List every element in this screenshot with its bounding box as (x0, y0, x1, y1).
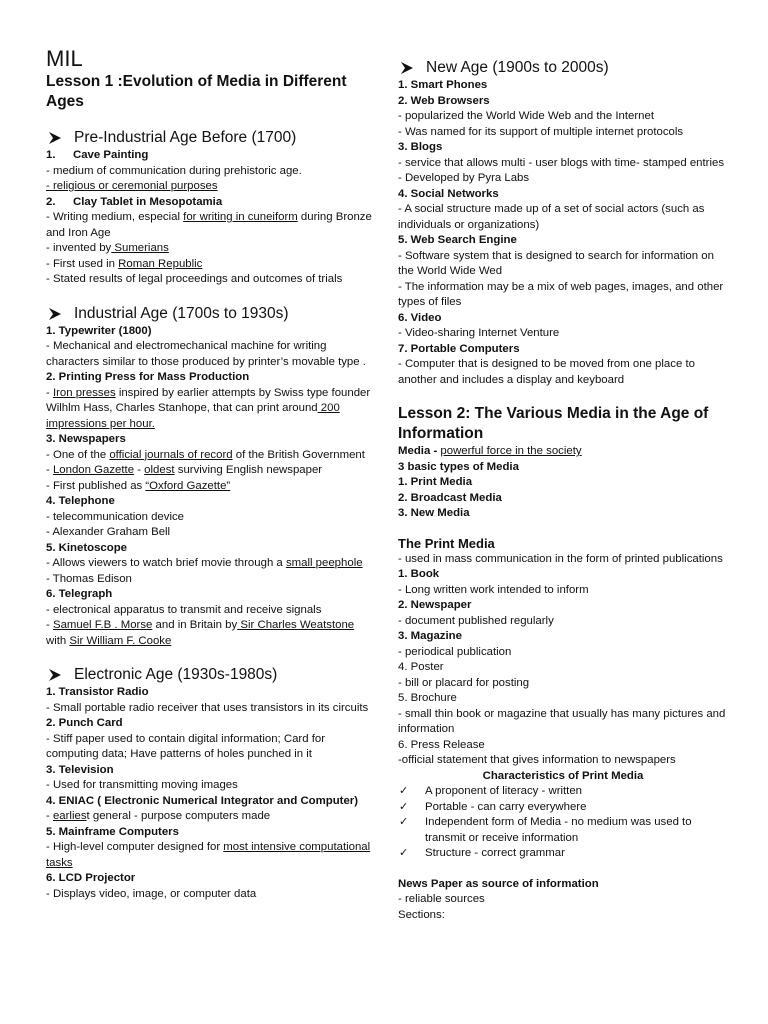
item-blogs: 3. Blogs (398, 141, 443, 153)
text-line: Sections: (398, 908, 445, 921)
pre-industrial-heading-text: Pre-Industrial Age Before (1700) (74, 129, 297, 146)
text-line: - Samuel F.B . Morse and in Britain by Sir Charles Weatstone with Sir William F. Cooke (46, 619, 355, 647)
media-types-title: 3 basic types of Media (398, 460, 519, 473)
document-title: MIL (46, 46, 83, 71)
lesson-2-title: Lesson 2: The Various Media in the Age of Information (398, 405, 709, 442)
right-column (398, 58, 728, 923)
text-line: - The information may be a mix of web pages, images, and other types of files (398, 280, 724, 308)
item-eniac: 4. ENIAC ( Electronic Numerical Integrator and Computer) (46, 794, 359, 807)
text-line: - One of the official journals of record of the British Government (46, 448, 365, 461)
news-paper-title: News Paper as source of information (398, 877, 599, 890)
item-printing-press: 2. Printing Press for Mass Production (46, 371, 250, 383)
pre-industrial-heading (46, 128, 376, 148)
item-web-browsers: 2. Web Browsers (398, 94, 490, 107)
item-kinetoscope: 5. Kinetoscope (46, 541, 128, 554)
text-line: - popularized the World Wide Web and the Internet (398, 110, 655, 122)
text-line: - medium of communication during prehistoric age. (46, 164, 302, 177)
text-line: - invented by Sumerians (46, 242, 169, 254)
item-smart-phones: 1. Smart Phones (398, 79, 488, 91)
spacer (398, 862, 728, 877)
item-web-search-engine: 5. Web Search Engine (398, 234, 517, 246)
lesson-1-title: Lesson 1 :Evolution of Media in Different Ages (46, 73, 347, 110)
text-line: - Developed by Pyra Labs (398, 172, 530, 184)
text-line: - used in mass communication in the form of printed publications (398, 552, 723, 565)
media-definition: Media - powerful force in the society (398, 445, 582, 457)
text-line: - Stiff paper used to contain digital information; Card for computing data; Have patterns of holes punched in it (46, 732, 326, 760)
industrial-heading (46, 304, 376, 324)
text-line: - Used for transmitting moving images (46, 779, 238, 791)
industrial-section (46, 304, 376, 650)
item-cave-painting: 1. Cave Painting (46, 149, 149, 161)
print-media-heading: The Print Media (398, 535, 495, 551)
text-line: - First used in Roman Republic (46, 257, 203, 270)
item-social-networks: 4. Social Networks (398, 187, 499, 200)
characteristic-item: ✓ A proponent of literacy - written (398, 784, 728, 800)
electronic-heading-text: Electronic Age (1930s-1980s) (74, 666, 278, 683)
item-television: 3. Television (46, 763, 114, 776)
text-line: - Allows viewers to watch brief movie through a small peephole (46, 557, 363, 569)
checkmark-icon: ✓ (399, 847, 409, 859)
checkmark-icon: ✓ (399, 800, 409, 813)
item-magazine: 3. Magazine (398, 630, 462, 642)
text-line: - telecommunication device (46, 510, 185, 523)
text-line: - service that allows multi - user blogs with time- stamped entries (398, 156, 725, 169)
text-line: - bill or placard for posting (398, 676, 530, 689)
item-press-release: 6. Press Release (398, 738, 485, 751)
text-line: - Thomas Edison (46, 572, 132, 585)
checkmark-icon: ✓ (399, 816, 409, 828)
item-clay-tablet: 2. Clay Tablet in Mesopotamia (46, 195, 223, 208)
item-punch-card: 2. Punch Card (46, 717, 123, 729)
text-line: -official statement that gives information to newspapers (398, 754, 676, 766)
text-line: - periodical publication (398, 645, 512, 658)
media-type-item: 1. Print Media (398, 476, 473, 488)
text-line: - Iron presses inspired by earlier attempts by Swiss type founder Wilhlm Hass, Charles Stanhope, that can print around 200 impressions per hour. (46, 386, 371, 430)
text-line: - Stated results of legal proceedings and outcomes of trials (46, 273, 343, 285)
item-brochure: 5. Brochure (398, 692, 457, 704)
text-line: - religious or ceremonial purposes (46, 180, 218, 192)
text-line: - Was named for its support of multiple internet protocols (398, 125, 684, 138)
item-telephone: 4. Telephone (46, 495, 115, 507)
electronic-section (46, 665, 376, 902)
item-mainframe: 5. Mainframe Computers (46, 825, 179, 838)
text-line: - earliest general - purpose computers made (46, 810, 271, 822)
arrow-bullet-icon (48, 668, 62, 682)
text-line: - Mechanical and electromechanical machine for writing characters similar to those produced by printer’s movable type . (46, 340, 366, 368)
electronic-heading (46, 665, 376, 685)
text-line: - High-level computer designed for most intensive computational tasks (46, 841, 371, 869)
item-typewriter: 1. Typewriter (1800) (46, 324, 152, 337)
checkmark-icon: ✓ (399, 785, 409, 797)
item-newspaper: 2. Newspaper (398, 599, 472, 611)
item-lcd-projector: 6. LCD Projector (46, 872, 136, 884)
text-line: - small thin book or magazine that usually has many pictures and information (398, 707, 726, 735)
text-line: - Writing medium, especial for writing in cuneiform during Bronze and Iron Age (46, 211, 372, 239)
item-video: 6. Video (398, 311, 442, 324)
text-line: - Video-sharing Internet Venture (398, 327, 560, 339)
text-line: - A social structure made up of a set of social actors (such as individuals or organizations) (398, 203, 705, 231)
item-poster: 4. Poster (398, 661, 444, 673)
text-line: - Alexander Graham Bell (46, 526, 171, 538)
arrow-bullet-icon (48, 131, 62, 145)
pre-industrial-section (46, 128, 376, 288)
text-line: - Software system that is designed to search for information on the World Wide Wed (398, 249, 714, 277)
item-newspapers: 3. Newspapers (46, 433, 126, 445)
new-age-section (398, 58, 728, 388)
arrow-bullet-icon (400, 61, 414, 75)
text-line: - electronical apparatus to transmit and receive signals (46, 603, 322, 616)
text-line: - document published regularly (398, 614, 554, 627)
item-telegraph: 6. Telegraph (46, 588, 113, 600)
item-book: 1. Book (398, 568, 440, 580)
text-line: - Displays video, image, or computer data (46, 887, 257, 900)
left-column (46, 46, 376, 918)
text-line: - Long written work intended to inform (398, 583, 589, 596)
text-line: - Small portable radio receiver that uses transistors in its circuits (46, 701, 369, 714)
text-line: - First published as “Oxford Gazette” (46, 479, 231, 492)
characteristic-item: ✓ Independent form of Media - no medium was used to transmit or receive information (398, 815, 728, 846)
industrial-heading-text: Industrial Age (1700s to 1930s) (74, 304, 289, 322)
text-line: - Computer that is designed to be moved from one place to another and includes a display and keyboard (398, 358, 695, 386)
media-type-item: 2. Broadcast Media (398, 491, 502, 504)
characteristic-item: ✓ Structure - correct grammar (398, 846, 728, 862)
media-type-item: 3. New Media (398, 507, 470, 519)
text-line: - London Gazette - oldest surviving English newspaper (46, 464, 323, 476)
arrow-bullet-icon (48, 307, 62, 321)
characteristics-title: Characteristics of Print Media (482, 769, 644, 782)
characteristic-item: ✓ Portable - can carry everywhere (398, 800, 728, 816)
new-age-heading (398, 58, 728, 78)
item-portable-computers: 7. Portable Computers (398, 342, 520, 355)
item-transistor-radio: 1. Transistor Radio (46, 686, 149, 698)
new-age-heading-text: New Age (1900s to 2000s) (426, 59, 609, 76)
text-line: - reliable sources (398, 893, 485, 905)
